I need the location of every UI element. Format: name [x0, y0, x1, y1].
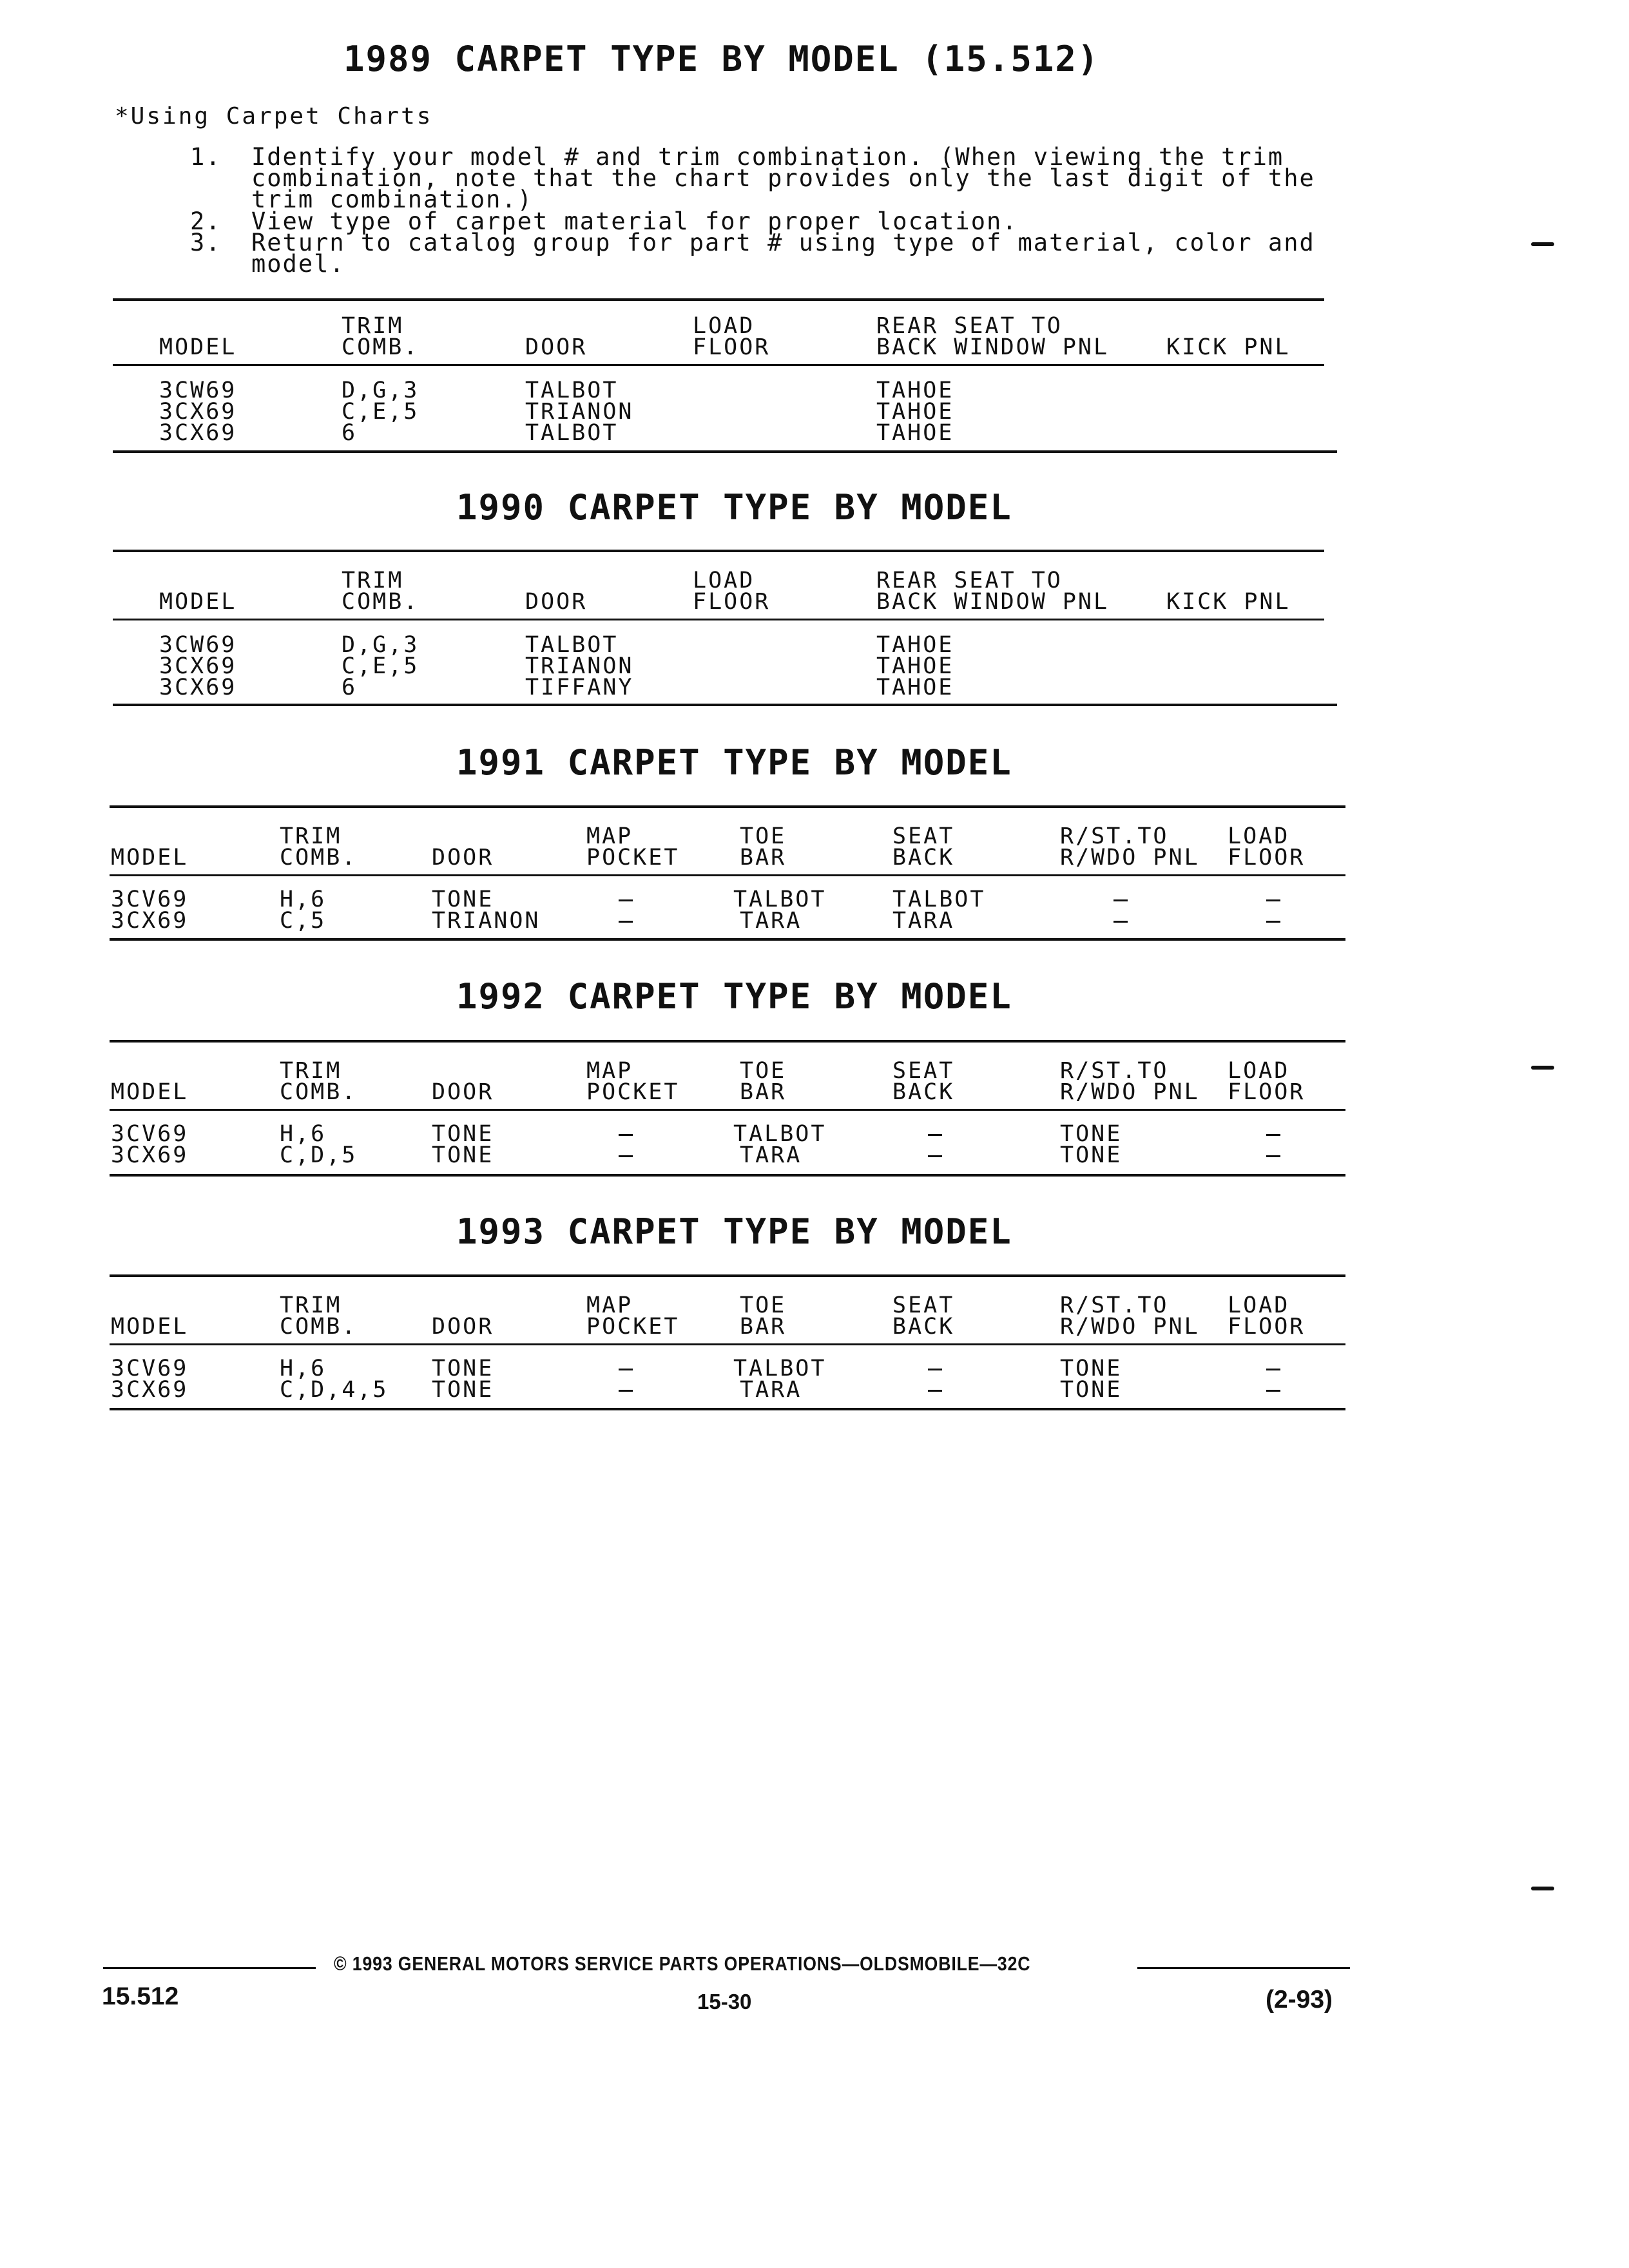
header-map-pocket: MAP POCKET: [586, 1293, 680, 1340]
header-seat-back: SEAT BACK: [892, 1293, 955, 1340]
cell-seat-dash: [928, 1358, 942, 1379]
header-toe-bar: TOE BAR: [740, 823, 787, 870]
footer-rule-left: [103, 1967, 316, 1969]
intro-text: *Using Carpet Charts: [115, 103, 433, 130]
cell-door: TRIANON: [432, 908, 541, 934]
cell-map-dash: [619, 910, 633, 932]
cell-model: 3CW69: [159, 632, 237, 658]
footer-page-number: 15-30: [697, 1990, 752, 2013]
step-line: Return to catalog group for part # using type of material, color and: [251, 229, 1315, 256]
top-rule: [110, 1274, 1345, 1277]
top-rule: [110, 1040, 1345, 1043]
header-door: DOOR: [525, 334, 588, 360]
header-toe-bar: TOE BAR: [740, 1058, 787, 1105]
table-1992: [110, 1040, 1347, 1182]
cell-rear: TAHOE: [876, 653, 954, 679]
header-load-floor: LOAD FLOOR: [693, 568, 771, 615]
cell-map-dash: [619, 1124, 633, 1145]
bottom-rule: [110, 1408, 1345, 1410]
cell-model: 3CX69: [159, 675, 237, 700]
header-door: DOOR: [432, 1314, 494, 1340]
cell-door: TONE: [432, 887, 494, 912]
header-door: DOOR: [432, 845, 494, 870]
header-trim-comb: TRIM COMB.: [280, 1293, 358, 1340]
cell-model: 3CX69: [111, 908, 189, 934]
header-door: DOOR: [525, 589, 588, 615]
cell-trim: H,6: [280, 887, 327, 912]
table-1989: [113, 298, 1331, 459]
header-kick-pnl: KICK PNL: [1166, 334, 1291, 360]
cell-toe: TALBOT: [733, 1121, 827, 1147]
cell-model: 3CX69: [111, 1142, 189, 1168]
cell-door: TONE: [432, 1377, 494, 1403]
header-rear-seat: REAR SEAT TO BACK WINDOW PNL: [876, 313, 1110, 360]
cell-trim: C,D,5: [280, 1142, 358, 1168]
cell-model: 3CV69: [111, 1121, 189, 1147]
cell-map-dash: [619, 1379, 633, 1401]
top-rule: [110, 805, 1345, 808]
cell-rst-dash: [1113, 889, 1128, 910]
cell-trim: D,G,3: [342, 378, 419, 403]
header-model: MODEL: [111, 1314, 189, 1340]
cell-rst: TONE: [1060, 1142, 1123, 1168]
cell-trim: C,D,4,5: [280, 1377, 389, 1403]
margin-mark: [1531, 1066, 1554, 1070]
bottom-rule: [110, 938, 1345, 941]
header-rule: [113, 364, 1324, 366]
cell-map-dash: [619, 1145, 633, 1166]
bottom-rule: [113, 704, 1337, 706]
cell-load-dash: [1266, 1358, 1280, 1379]
header-model: MODEL: [111, 1079, 189, 1105]
cell-door: TONE: [432, 1121, 494, 1147]
title-1990: 1990 CARPET TYPE BY MODEL: [456, 487, 1012, 528]
cell-door: TONE: [432, 1142, 494, 1168]
header-load-floor: LOAD FLOOR: [693, 313, 771, 360]
step-number: 2.: [190, 207, 222, 235]
cell-seat-dash: [928, 1145, 942, 1166]
cell-load-dash: [1266, 1379, 1280, 1401]
cell-seat-dash: [928, 1124, 942, 1145]
table-1993: [110, 1274, 1347, 1416]
step-line: model.: [251, 250, 345, 278]
step-line: trim combination.): [251, 186, 533, 213]
margin-mark: [1531, 1887, 1554, 1890]
header-door: DOOR: [432, 1079, 494, 1105]
bottom-rule: [113, 450, 1337, 453]
cell-map-dash: [619, 1358, 633, 1379]
cell-trim: D,G,3: [342, 632, 419, 658]
cell-door: TRIANON: [525, 399, 634, 425]
header-rst-rwdo: R/ST.TO R/WDO PNL: [1060, 1293, 1200, 1340]
cell-trim: 6: [342, 420, 358, 446]
cell-rst-dash: [1113, 910, 1128, 932]
header-model: MODEL: [159, 334, 237, 360]
cell-toe: TARA: [740, 1142, 802, 1168]
header-load-floor: LOAD FLOOR: [1228, 1293, 1306, 1340]
step-line: Identify your model # and trim combination. (When viewing the trim: [251, 143, 1284, 171]
footer-copyright: © 1993 GENERAL MOTORS SERVICE PARTS OPERATIONS—OLDSMOBILE—32C: [334, 1952, 1031, 1975]
cell-door: TIFFANY: [525, 675, 634, 700]
footer-rule-right: [1137, 1967, 1350, 1969]
header-seat-back: SEAT BACK: [892, 823, 955, 870]
header-trim-comb: TRIM COMB.: [280, 823, 358, 870]
cell-seat: TALBOT: [892, 887, 986, 912]
header-trim-comb: TRIM COMB.: [342, 568, 419, 615]
cell-model: 3CV69: [111, 1356, 189, 1381]
cell-model: 3CX69: [159, 653, 237, 679]
step-line: View type of carpet material for proper location.: [251, 207, 1018, 235]
cell-trim: C,5: [280, 908, 327, 934]
header-kick-pnl: KICK PNL: [1166, 589, 1291, 615]
top-rule: [113, 550, 1324, 552]
cell-model: 3CX69: [111, 1377, 189, 1403]
cell-rst: TONE: [1060, 1121, 1123, 1147]
cell-model: 3CW69: [159, 378, 237, 403]
cell-trim: H,6: [280, 1356, 327, 1381]
header-rule: [110, 1109, 1345, 1111]
header-map-pocket: MAP POCKET: [586, 1058, 680, 1105]
cell-door: TONE: [432, 1356, 494, 1381]
cell-toe: TALBOT: [733, 1356, 827, 1381]
header-seat-back: SEAT BACK: [892, 1058, 955, 1105]
cell-toe: TARA: [740, 1377, 802, 1403]
header-trim-comb: TRIM COMB.: [342, 313, 419, 360]
step-number: 1.: [190, 143, 222, 171]
step-line: combination, note that the chart provides only the last digit of the: [251, 164, 1315, 192]
header-map-pocket: MAP POCKET: [586, 823, 680, 870]
cell-rear: TAHOE: [876, 632, 954, 658]
margin-mark: [1531, 242, 1554, 246]
bottom-rule: [110, 1174, 1345, 1177]
footer-section-number: 15.512: [102, 1983, 179, 2010]
cell-seat: TARA: [892, 908, 955, 934]
header-rst-rwdo: R/ST.TO R/WDO PNL: [1060, 823, 1200, 870]
cell-door: TALBOT: [525, 632, 619, 658]
table-1990: [113, 550, 1331, 711]
cell-trim: C,E,5: [342, 653, 419, 679]
header-load-floor: LOAD FLOOR: [1228, 823, 1306, 870]
header-rule: [113, 619, 1324, 620]
step-number: 3.: [190, 229, 222, 256]
cell-rst: TONE: [1060, 1356, 1123, 1381]
cell-map-dash: [619, 889, 633, 910]
header-model: MODEL: [111, 845, 189, 870]
cell-rear: TAHOE: [876, 675, 954, 700]
header-model: MODEL: [159, 589, 237, 615]
cell-seat-dash: [928, 1379, 942, 1401]
cell-trim: C,E,5: [342, 399, 419, 425]
cell-trim: H,6: [280, 1121, 327, 1147]
header-rst-rwdo: R/ST.TO R/WDO PNL: [1060, 1058, 1200, 1105]
cell-load-dash: [1266, 910, 1280, 932]
cell-toe: TARA: [740, 908, 802, 934]
cell-model: 3CV69: [111, 887, 189, 912]
title-1993: 1993 CARPET TYPE BY MODEL: [456, 1211, 1012, 1252]
cell-trim: 6: [342, 675, 358, 700]
header-rule: [110, 874, 1345, 876]
cell-load-dash: [1266, 889, 1280, 910]
cell-door: TALBOT: [525, 420, 619, 446]
cell-door: TALBOT: [525, 378, 619, 403]
cell-rst: TONE: [1060, 1377, 1123, 1403]
cell-rear: TAHOE: [876, 378, 954, 403]
cell-door: TRIANON: [525, 653, 634, 679]
top-rule: [113, 298, 1324, 301]
title-1991: 1991 CARPET TYPE BY MODEL: [456, 742, 1012, 783]
table-1991: [110, 805, 1347, 947]
header-rear-seat: REAR SEAT TO BACK WINDOW PNL: [876, 568, 1110, 615]
header-load-floor: LOAD FLOOR: [1228, 1058, 1306, 1105]
header-toe-bar: TOE BAR: [740, 1293, 787, 1340]
title-1989: 1989 CARPET TYPE BY MODEL (15.512): [343, 39, 1100, 79]
title-1992: 1992 CARPET TYPE BY MODEL: [456, 976, 1012, 1017]
cell-toe: TALBOT: [733, 887, 827, 912]
cell-load-dash: [1266, 1145, 1280, 1166]
header-rule: [110, 1343, 1345, 1345]
cell-load-dash: [1266, 1124, 1280, 1145]
cell-model: 3CX69: [159, 399, 237, 425]
header-trim-comb: TRIM COMB.: [280, 1058, 358, 1105]
cell-rear: TAHOE: [876, 399, 954, 425]
cell-rear: TAHOE: [876, 420, 954, 446]
footer-date: (2-93): [1266, 1986, 1333, 2013]
cell-model: 3CX69: [159, 420, 237, 446]
